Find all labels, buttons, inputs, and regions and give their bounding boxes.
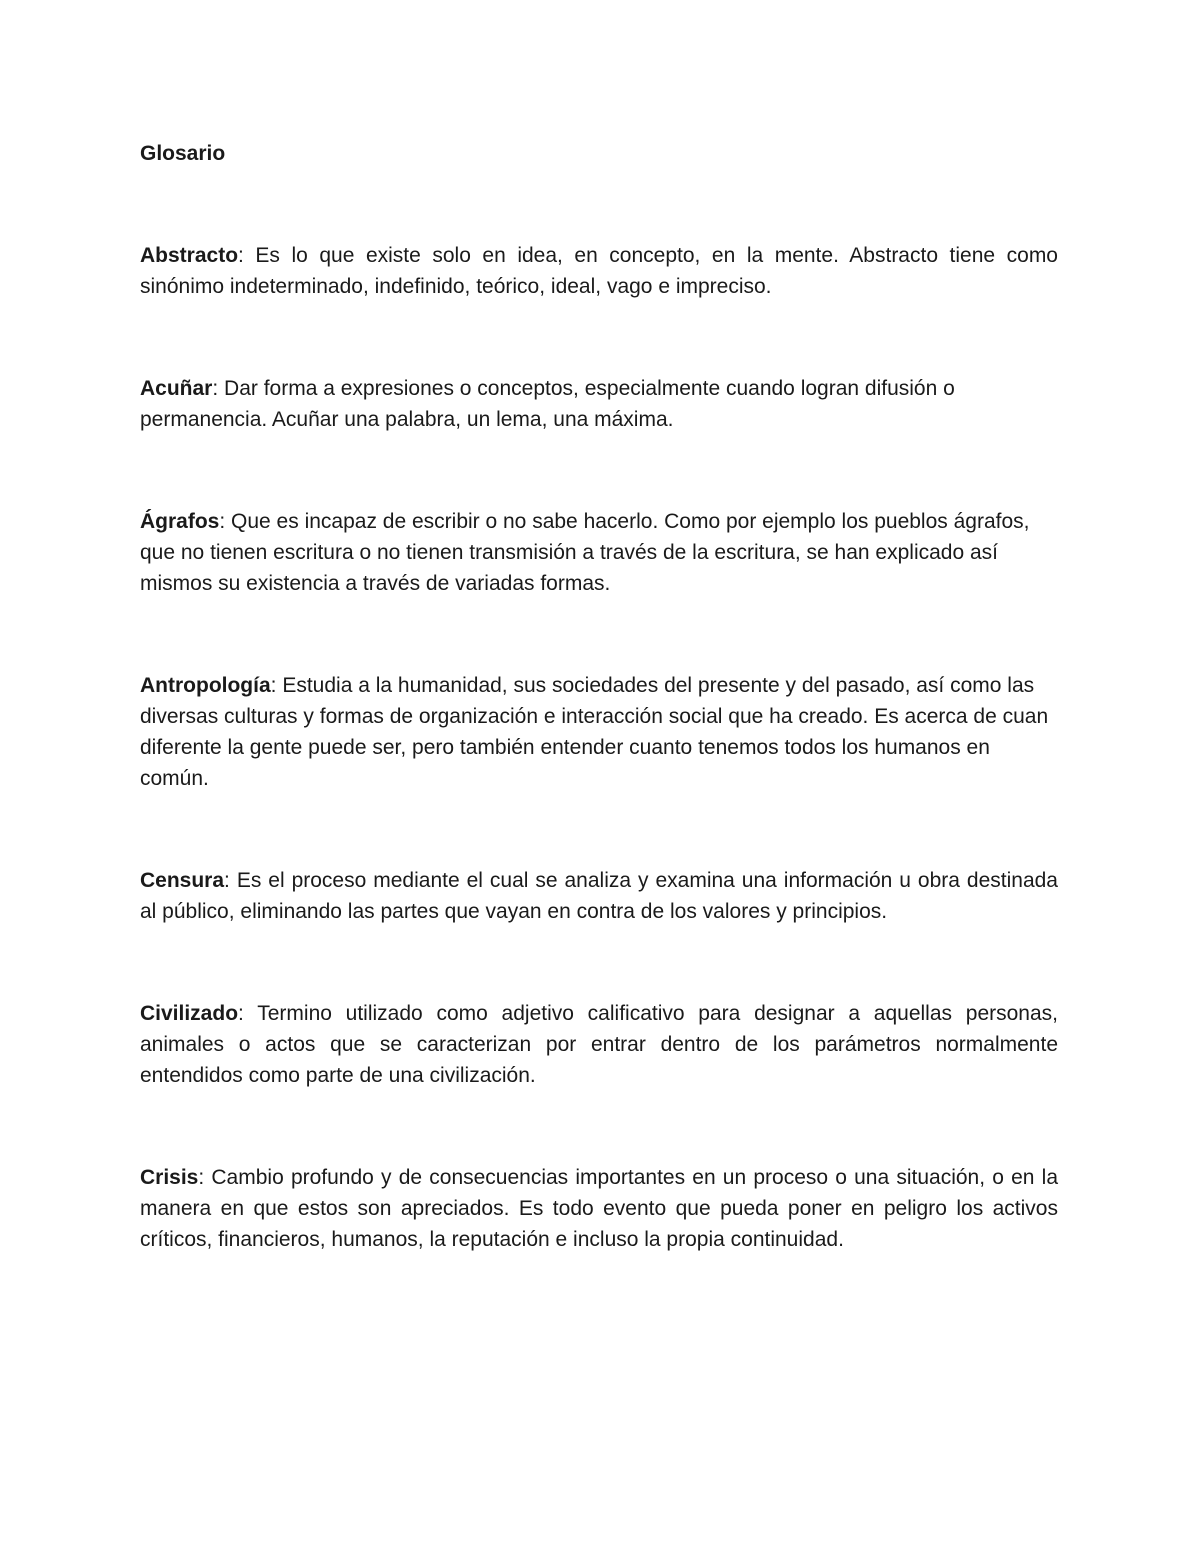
glossary-definition: : Que es incapaz de escribir o no sabe hacerlo. Como por ejemplo los pueblos ágrafos, que no tienen escritura o no tienen transmisión a través de la escritura, se han explicado así mismos su existencia a través de variadas formas. xyxy=(140,510,1030,595)
glossary-term: Antropología xyxy=(140,674,271,697)
glossary-entry-abstracto xyxy=(140,240,1058,302)
glossary-term: Acuñar xyxy=(140,377,213,400)
glossary-term: Censura xyxy=(140,869,225,892)
glossary-definition: : Estudia a la humanidad, sus sociedades del presente y del pasado, así como las diversas culturas y formas de organización e interacción social que ha creado. Es acerca de cuan diferente la gente puede ser, pero también entender cuanto tenemos todos los humanos en común. xyxy=(140,674,1049,790)
glossary-definition: : Es el proceso mediante el cual se analiza y examina una información u obra destinada al público, eliminando las partes que vayan en contra de los valores y principios. xyxy=(140,869,1058,923)
glossary-entry-acunar xyxy=(140,373,1058,435)
glossary-definition: : Termino utilizado como adjetivo calificativo para designar a aquellas personas, animales o actos que se caracterizan por entrar dentro de los parámetros normalmente entendidos como parte de una civilización. xyxy=(140,1002,1058,1087)
glossary-term: Crisis xyxy=(140,1166,199,1189)
glossary-entry-civilizado xyxy=(140,998,1058,1091)
glossary-term: Abstracto xyxy=(140,244,239,267)
glossary-term: Civilizado xyxy=(140,1002,239,1025)
page-title: Glosario xyxy=(140,142,226,165)
glossary-entry-agrafos xyxy=(140,506,1058,599)
glossary-term: Ágrafos xyxy=(140,510,220,533)
glossary-entry-antropologia xyxy=(140,670,1058,794)
document-page xyxy=(140,138,1058,1326)
glossary-definition: : Dar forma a expresiones o conceptos, especialmente cuando logran difusión o permanencia. Acuñar una palabra, un lema, una máxima. xyxy=(140,377,955,431)
glossary-list xyxy=(140,240,1058,1255)
glossary-entry-censura xyxy=(140,865,1058,927)
glossary-definition: : Es lo que existe solo en idea, en concepto, en la mente. Abstracto tiene como sinónimo indeterminado, indefinido, teórico, ideal, vago e impreciso. xyxy=(140,244,1058,298)
glossary-entry-crisis xyxy=(140,1162,1058,1255)
glossary-definition: : Cambio profundo y de consecuencias importantes en un proceso o una situación, o en la manera en que estos son apreciados. Es todo evento que pueda poner en peligro los activos críticos, financieros, humanos, la reputación e incluso la propia continuidad. xyxy=(140,1166,1058,1251)
